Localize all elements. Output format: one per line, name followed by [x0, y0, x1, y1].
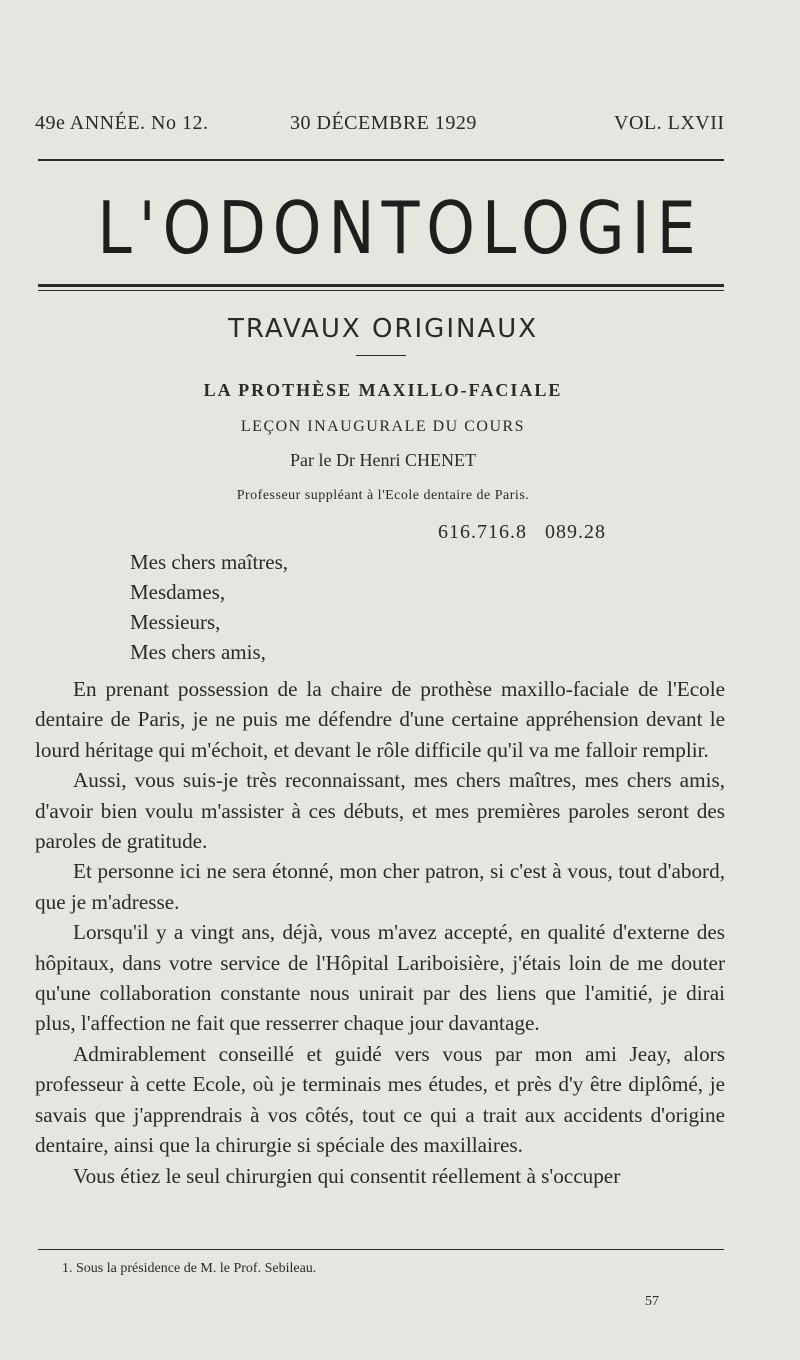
paragraph: Admirablement conseillé et guidé vers vous par mon ami Jeay, alors professeur à cette Ecole, où je terminais mes études, et près d'y être diplômé, je savais que j'apprendrais à vos côtés, tout ce qui a trait aux accidents d'origine dentaire, ainsi que la chirurgie si spéciale des maxillaires.: [35, 1041, 725, 1158]
footnote: 1. Sous la présidence de M. le Prof. Sebileau.: [62, 1261, 317, 1276]
section-heading: TRAVAUX ORIGINAUX: [227, 314, 539, 344]
section-divider: [356, 355, 406, 356]
classification-code: 616.716.8 089.28: [438, 521, 606, 543]
paragraph: Et personne ici ne sera étonné, mon cher patron, si c'est à vous, tout d'abord, que je m'adresse.: [35, 859, 725, 914]
volume-number: VOL. LXVII: [614, 112, 725, 134]
paragraph: En prenant possession de la chaire de prothèse maxillo-faciale de l'Ecole dentaire de Paris, je ne puis me défendre d'une certaine appréhension devant le lourd héritage qui m'échoit, et devant le rôle difficile qu'il va me falloir remplir.: [35, 677, 725, 762]
author-affiliation: Professeur suppléant à l'Ecole dentaire de Paris.: [236, 488, 530, 503]
salutation-line: Mes chers maîtres,: [130, 550, 289, 574]
salutation-line: Mes chers amis,: [130, 640, 266, 664]
article-title: LA PROTHÈSE MAXILLO-FACIALE: [203, 380, 563, 400]
issue-date: 30 DÉCEMBRE 1929: [290, 112, 477, 134]
header-rule-bottom: [38, 284, 724, 287]
article-subtitle: LEÇON INAUGURALE DU COURS: [240, 418, 526, 435]
paragraph: Vous étiez le seul chirurgien qui consentit réellement à s'occuper: [73, 1163, 621, 1188]
footnote-rule: [38, 1249, 724, 1250]
paragraph: Aussi, vous suis-je très reconnaissant, mes chers maîtres, mes chers amis, d'avoir bien voulu m'assister à ces débuts, et mes premières paroles seront des paroles de gratitude.: [35, 768, 725, 854]
journal-title: L'ODONTOLOGIE: [97, 186, 703, 270]
issue-number: 49e ANNÉE. No 12.: [35, 112, 209, 134]
body-text: [35, 674, 725, 1191]
salutation-line: Mesdames,: [130, 580, 226, 604]
salutation-line: Messieurs,: [130, 610, 221, 634]
paragraph: Lorsqu'il y a vingt ans, déjà, vous m'avez accepté, en qualité d'externe des hôpitaux, dans votre service de l'Hôpital Lariboisière, j'étais loin de me douter qu'une collaboration constante nous unirait par des liens que l'amitié, je dirai plus, l'affection ne fait que resserrer chaque jour davantage.: [35, 920, 725, 1036]
article-author: Par le Dr Henri CHENET: [290, 450, 476, 470]
page-number: 57: [645, 1294, 659, 1309]
header-rule-bottom-thin: [38, 290, 724, 291]
header-rule-top: [38, 159, 724, 161]
